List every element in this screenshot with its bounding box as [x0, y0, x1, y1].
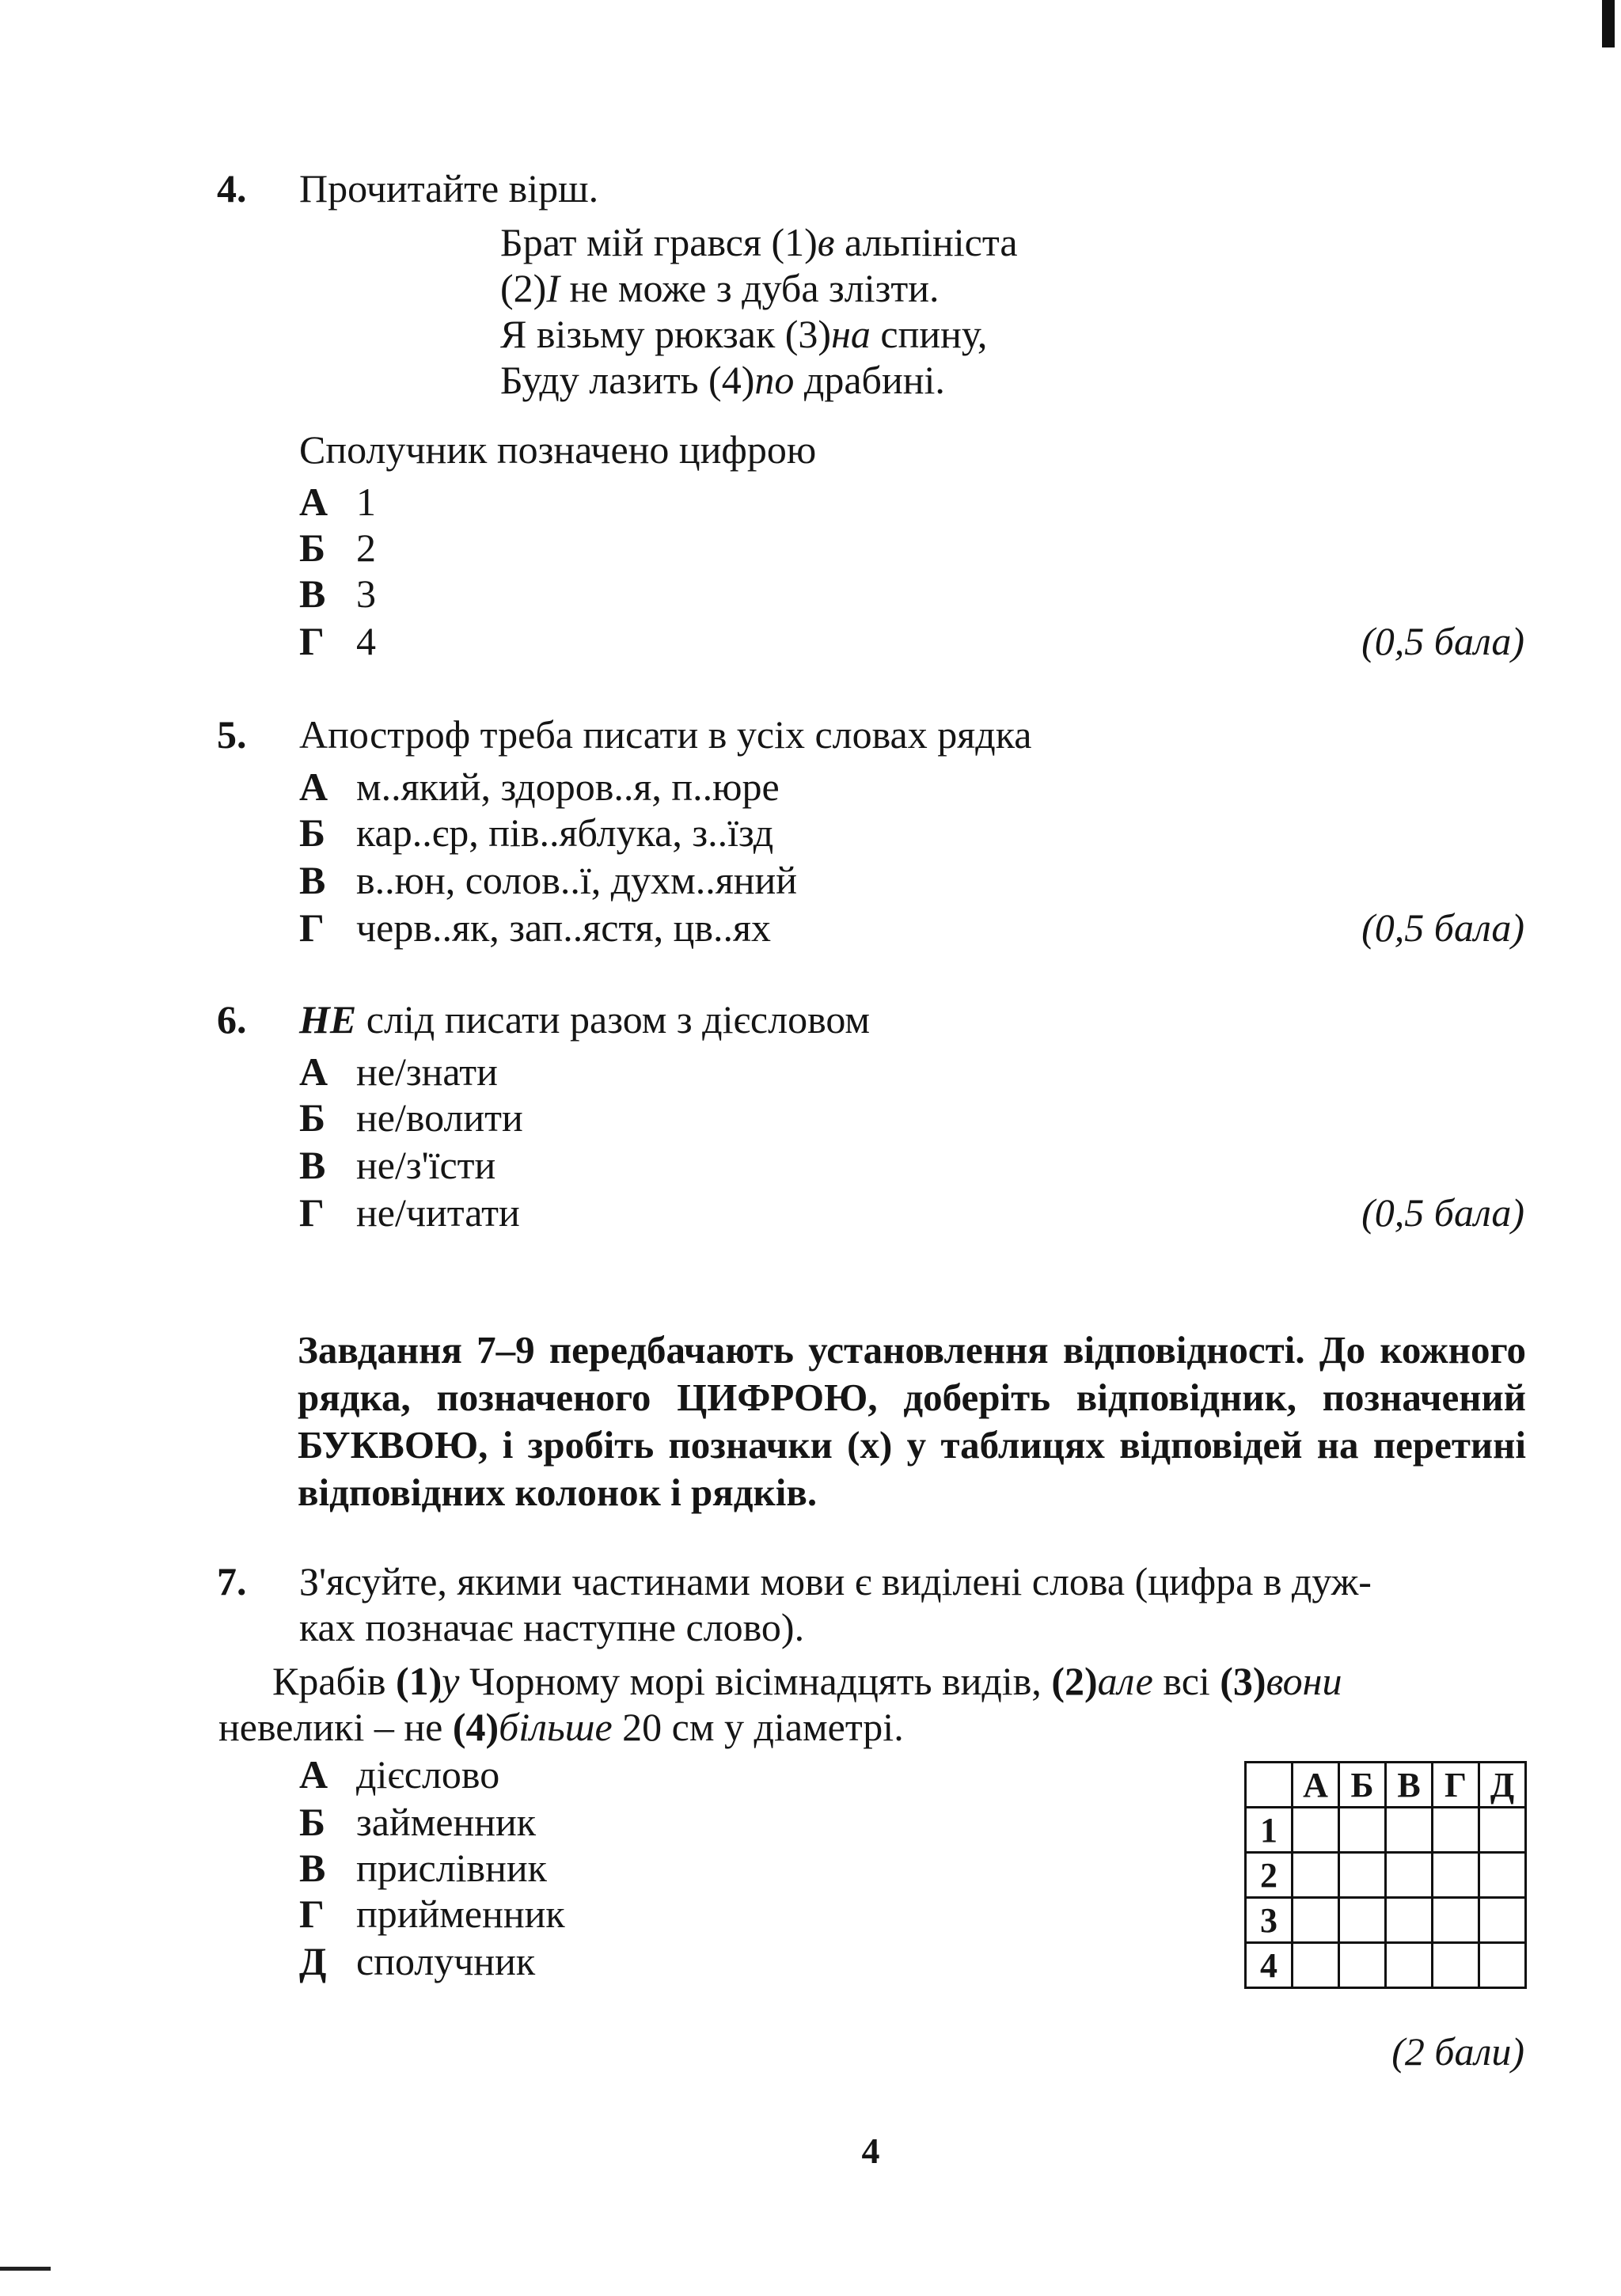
answer-option: Г прийменник	[299, 1892, 565, 1936]
answer-grid-row-header: 3	[1246, 1898, 1293, 1943]
answer-grid-header-row	[1246, 1763, 1526, 1808]
answer-grid-row	[1246, 1898, 1526, 1943]
answer-option: Б не/волити	[299, 1095, 523, 1140]
answer-grid-col-header: В	[1386, 1763, 1433, 1808]
question-text: ках позначає наступне слово).	[299, 1605, 805, 1649]
question-text: Прочитайте вірш.	[299, 166, 599, 211]
answer-grid-cell[interactable]	[1479, 1853, 1526, 1898]
answer-grid-cell[interactable]	[1339, 1853, 1386, 1898]
answer-grid-cell[interactable]	[1386, 1898, 1433, 1943]
answer-grid-cell[interactable]	[1433, 1943, 1479, 1988]
answer-grid-row-header: 1	[1246, 1808, 1293, 1853]
question-number: 7.	[217, 1559, 247, 1603]
answer-grid-cell[interactable]	[1479, 1808, 1526, 1853]
answer-grid-col-header: Г	[1433, 1763, 1479, 1808]
answer-grid-cell[interactable]	[1293, 1808, 1339, 1853]
answer-option: А м..який, здоров..я, п..юре	[299, 765, 780, 809]
answer-option: А не/знати	[299, 1049, 498, 1094]
question-text: Апостроф треба писати в усіх словах рядка	[299, 712, 1032, 757]
answer-grid-cell[interactable]	[1293, 1898, 1339, 1943]
answer-option: Б кар..єр, пів..яблука, з..їзд	[299, 810, 774, 855]
answer-grid-cell[interactable]	[1433, 1853, 1479, 1898]
poem-line: Буду лазить (4)по драбині.	[500, 358, 945, 402]
answer-grid-corner	[1246, 1763, 1293, 1808]
answer-grid-cell[interactable]	[1479, 1943, 1526, 1988]
answer-grid-row	[1246, 1853, 1526, 1898]
answer-grid-cell[interactable]	[1433, 1808, 1479, 1853]
answer-grid-cell[interactable]	[1339, 1898, 1386, 1943]
answer-option: Г черв..як, зап..ястя, цв..ях	[299, 905, 772, 950]
example-sentence: невеликі – не (4)більше 20 см у діаметрі.	[218, 1705, 904, 1749]
answer-grid-cell[interactable]	[1479, 1898, 1526, 1943]
answer-option: В прислівник	[299, 1846, 547, 1890]
answer-option: А 1	[299, 480, 376, 524]
points-label: (0,5 бала)	[1361, 905, 1524, 950]
example-sentence: Крабів (1)у Чорному морі вісімнадцять видів, (2)але всі (3)вони	[272, 1659, 1342, 1703]
answer-option: Б займенник	[299, 1800, 537, 1844]
answer-option: В не/з'їсти	[299, 1143, 496, 1187]
answer-grid	[1244, 1761, 1527, 1989]
answer-grid-cell[interactable]	[1293, 1943, 1339, 1988]
question-number: 5.	[217, 712, 247, 757]
answer-grid-cell[interactable]	[1339, 1808, 1386, 1853]
answer-option: Г не/читати	[299, 1190, 520, 1235]
points-label: (0,5 бала)	[1361, 1190, 1524, 1235]
answer-grid-cell[interactable]	[1386, 1808, 1433, 1853]
poem-line: (2)І не може з дуба злізти.	[500, 266, 940, 310]
answer-grid-cell[interactable]	[1433, 1898, 1479, 1943]
answer-grid-cell[interactable]	[1386, 1853, 1433, 1898]
answer-grid-col-header: А	[1293, 1763, 1339, 1808]
answer-grid-row-header: 4	[1246, 1943, 1293, 1988]
answer-grid-cell[interactable]	[1293, 1853, 1339, 1898]
answer-grid-cell[interactable]	[1386, 1943, 1433, 1988]
question-number: 4.	[217, 166, 247, 211]
answer-option: А дієслово	[299, 1752, 500, 1797]
answer-grid-row-header: 2	[1246, 1853, 1293, 1898]
section-instructions: Завдання 7–9 передбачають установлення відповідності. До кожного рядка, позначеного ЦИФРОЮ, доберіть відповідник, позначений БУКВОЮ, і зробіть позначки (х) у таблицях відповідей на перетині відповідних колонок і рядків.	[298, 1328, 1526, 1514]
answer-option: Д сполучник	[299, 1939, 536, 1983]
answer-option: Г 4	[299, 619, 376, 663]
question-text: З'ясуйте, якими частинами мови є виділені слова (цифра в дуж-	[299, 1559, 1372, 1603]
page-number: 4	[861, 2131, 880, 2171]
question-text: НЕ слід писати разом з дієсловом	[299, 997, 871, 1042]
answer-grid-col-header: Д	[1479, 1763, 1526, 1808]
poem-line: Брат мій грався (1)в альпініста	[500, 220, 1018, 264]
poem-line: Я візьму рюкзак (3)на спину,	[500, 312, 988, 356]
question-number: 6.	[217, 997, 247, 1042]
question-prompt: Сполучник позначено цифрою	[299, 427, 817, 472]
scan-edge-mark	[1602, 0, 1615, 47]
scan-edge-mark	[0, 2267, 51, 2271]
answer-grid-cell[interactable]	[1339, 1943, 1386, 1988]
answer-option: В 3	[299, 571, 376, 616]
answer-option: В в..юн, солов..ї, духм..яний	[299, 858, 798, 902]
answer-grid-row	[1246, 1808, 1526, 1853]
points-label: (0,5 бала)	[1361, 619, 1524, 663]
answer-grid-row	[1246, 1943, 1526, 1988]
answer-option: Б 2	[299, 526, 376, 570]
points-label: (2 бали)	[1391, 2029, 1524, 2074]
answer-grid-col-header: Б	[1339, 1763, 1386, 1808]
